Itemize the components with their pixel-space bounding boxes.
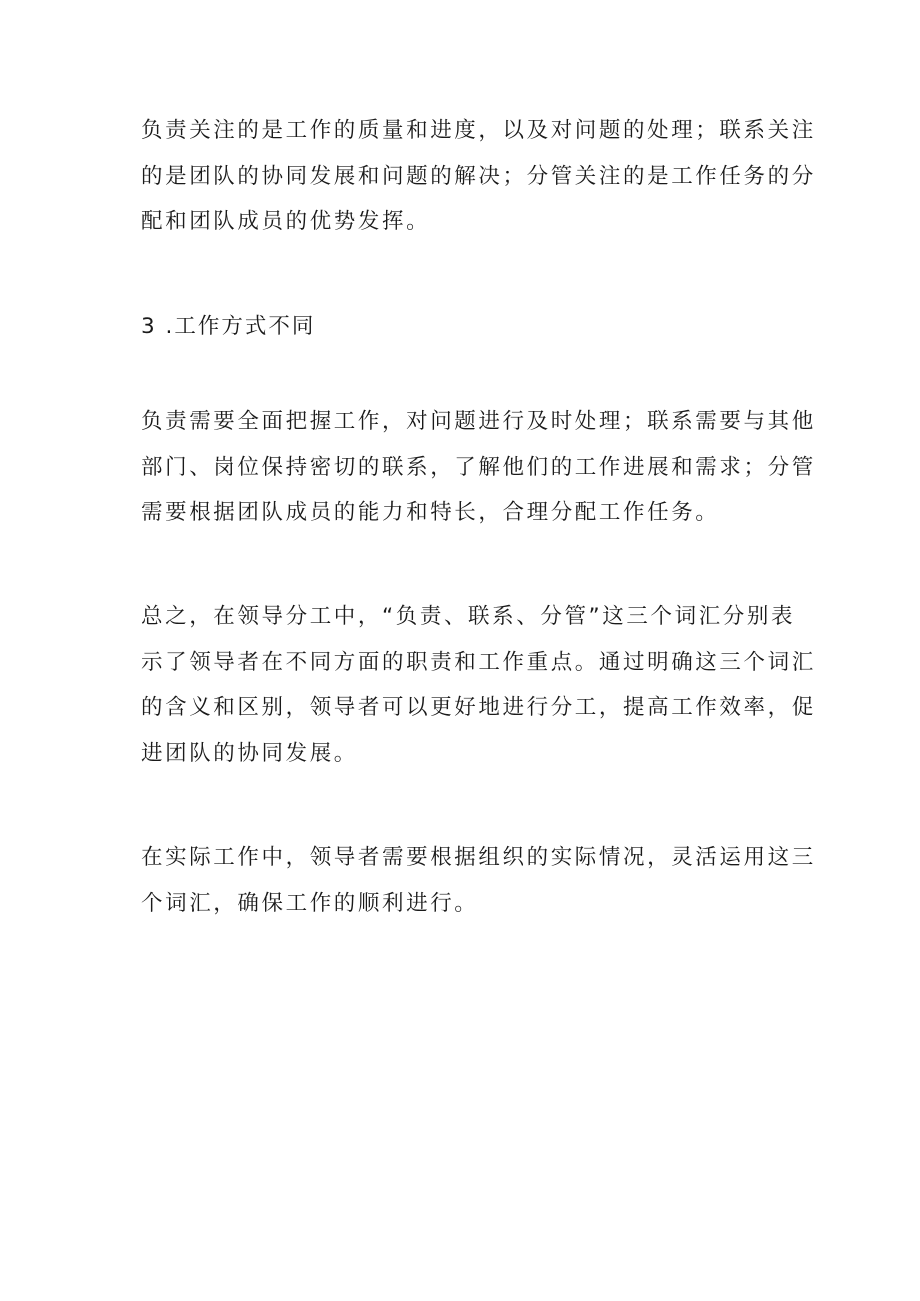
paragraph-summary [141,594,816,776]
text-line: 的含义和区别，领导者可以更好地进行分工，提高工作效率，促 [141,695,816,720]
text-line: 在实际工作中，领导者需要根据组织的实际情况，灵活运用这三 [141,845,816,870]
text-line: 负责关注的是工作的质量和进度，以及对问题的处理；联系关注 [141,118,816,143]
paragraph-focus-comparison [141,108,816,245]
section-heading [141,304,791,350]
text-line: 的是团队的协同发展和问题的解决；分管关注的是工作任务的分 [141,163,816,189]
text-line: 需要根据团队成员的能力和特长，合理分配工作任务。 [141,500,720,525]
text-line: 进团队的协同发展。 [141,740,358,766]
text-line: 配和团队成员的优势发挥。 [141,209,431,234]
text-line: 示了领导者在不同方面的职责和工作重点。通过明确这三个词汇 [141,649,816,675]
paragraph-practice [141,835,816,926]
text-line: 个词汇，确保工作的顺利进行。 [141,890,479,916]
paragraph-work-methods [141,399,816,536]
heading-text: 3 .工作方式不同 [141,314,316,339]
text-line: 总之，在领导分工中，“负责、联系、分管”这三个词汇分别表 [141,604,796,629]
text-line: 部门、岗位保持密切的联系，了解他们的工作进展和需求；分管 [141,454,816,480]
text-line: 负责需要全面把握工作，对问题进行及时处理；联系需要与其他 [141,409,816,434]
